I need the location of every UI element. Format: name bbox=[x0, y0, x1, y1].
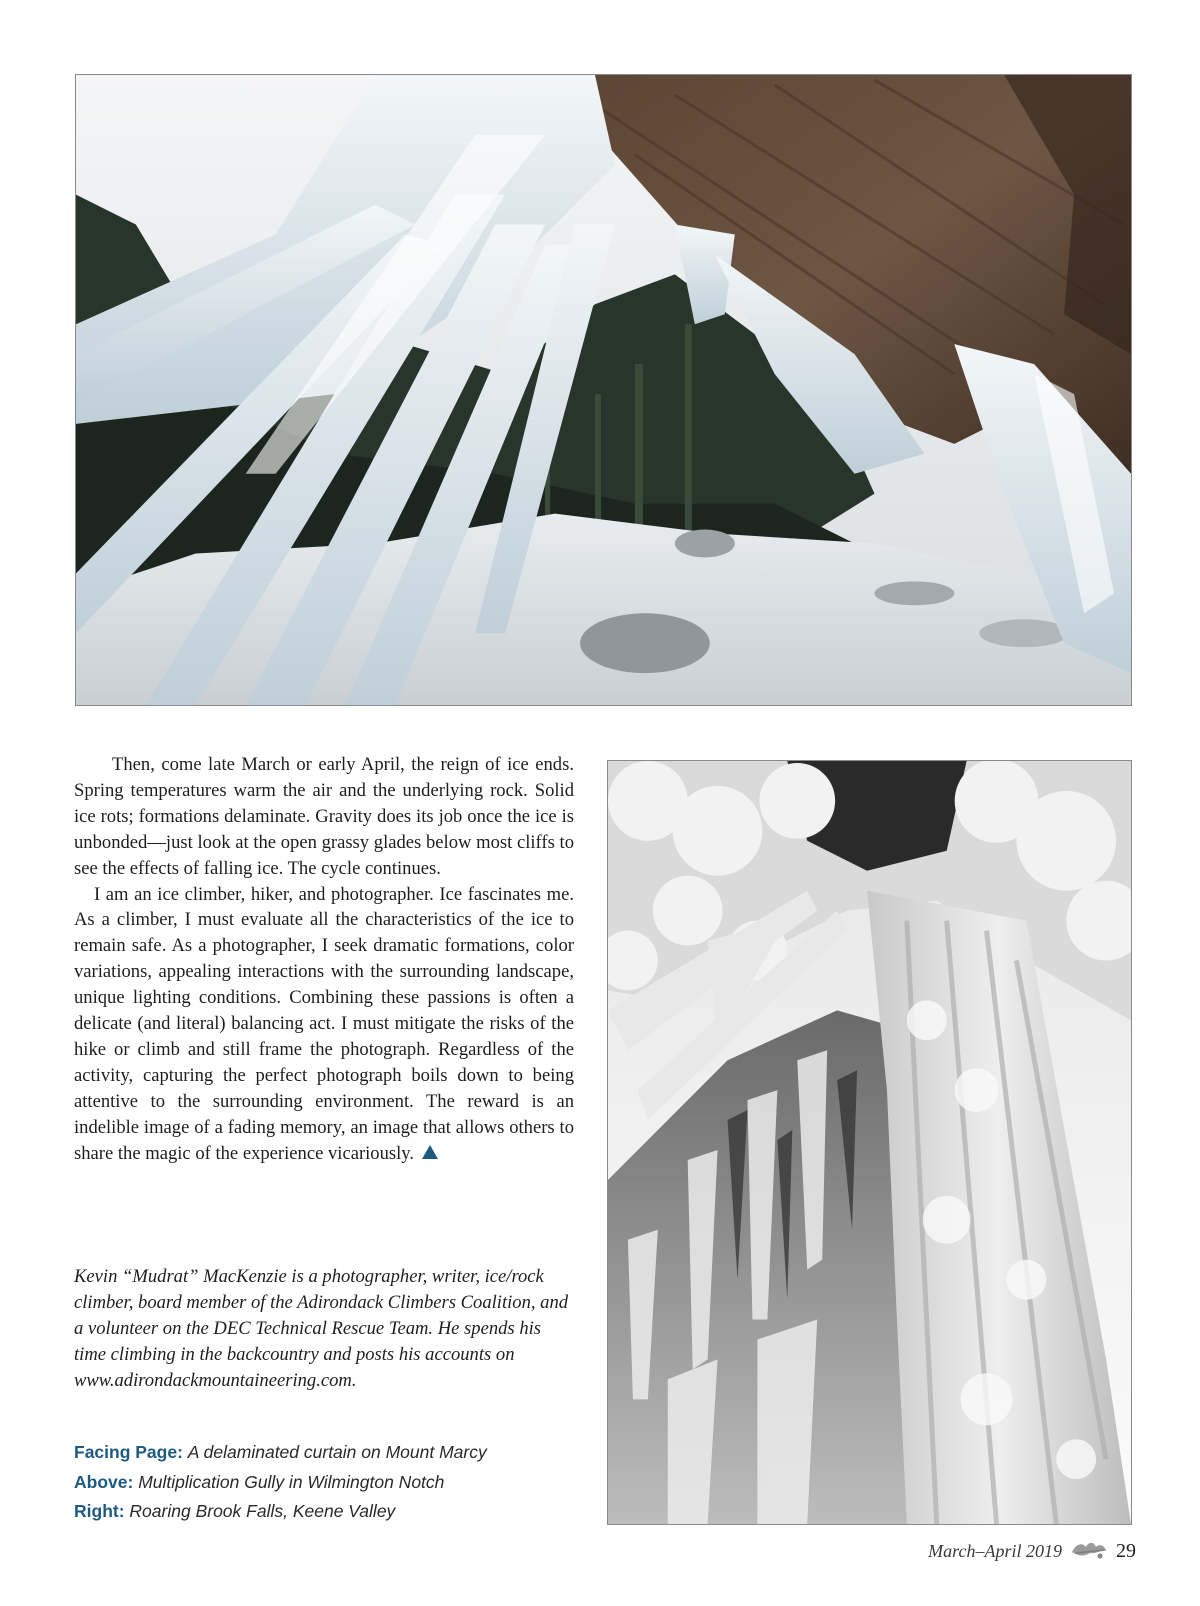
caption-row bbox=[74, 1438, 594, 1468]
caption-label: Facing Page: bbox=[74, 1442, 183, 1462]
paragraph bbox=[74, 882, 574, 1167]
paragraph: Then, come late March or early April, the reign of ice ends. Spring temperatures warm the air and the underlying rock. Solid ice rots; formations delaminate. Gravity does its job once the ice is unbonded—just look at the open grassy glades below most cliffs to see the effects of falling ice. The cycle continues. bbox=[74, 754, 574, 879]
photo-multiplication-gully bbox=[75, 74, 1132, 706]
caption-text: A delaminated curtain on Mount Marcy bbox=[187, 1442, 487, 1462]
caption-text: Roaring Brook Falls, Keene Valley bbox=[129, 1501, 396, 1521]
triangle-end-mark-icon bbox=[422, 1145, 438, 1159]
caption-label: Right: bbox=[74, 1501, 125, 1521]
article-body bbox=[74, 752, 574, 1167]
issue-date: March–April 2019 bbox=[928, 1541, 1062, 1561]
caption-label: Above: bbox=[74, 1471, 134, 1492]
author-bio: Kevin “Mudrat” MacKenzie is a photographer, writer, ice/rock climber, board member of the Adirondack Climbers Coalition, and a volunteer on the DEC Technical Rescue Team. He spends his time climbing in the backcountry and posts his accounts on www.adirondackmountaineering.com. bbox=[74, 1266, 569, 1391]
page-footer bbox=[928, 1538, 1136, 1565]
caption-row bbox=[74, 1468, 594, 1498]
oak-leaf-icon bbox=[1070, 1538, 1108, 1565]
caption-text: Multiplication Gully in Wilmington Notch bbox=[138, 1471, 445, 1492]
caption-row bbox=[74, 1497, 594, 1527]
paragraph-text: I am an ice climber, hiker, and photographer. Ice fascinates me. As a climber, I must evaluate all the characteristics of the ice to remain safe. As a photographer, I seek dramatic formations, color variations, appealing interactions with the surrounding landscape, unique lighting conditions. Combining these passions is often a delicate (and literal) balancing act. I must mitigate the risks of the hike or climb and still frame the photograph. Regardless of the activity, capturing the perfect photograph boils down to being attentive to the surrounding environment. The reward is an indelible image of a fading memory, an image that allows others to share the magic of the experience vicariously. bbox=[74, 883, 574, 1164]
page-number: 29 bbox=[1116, 1540, 1136, 1562]
photo-roaring-brook-falls bbox=[607, 760, 1132, 1525]
photo-captions bbox=[74, 1438, 594, 1527]
